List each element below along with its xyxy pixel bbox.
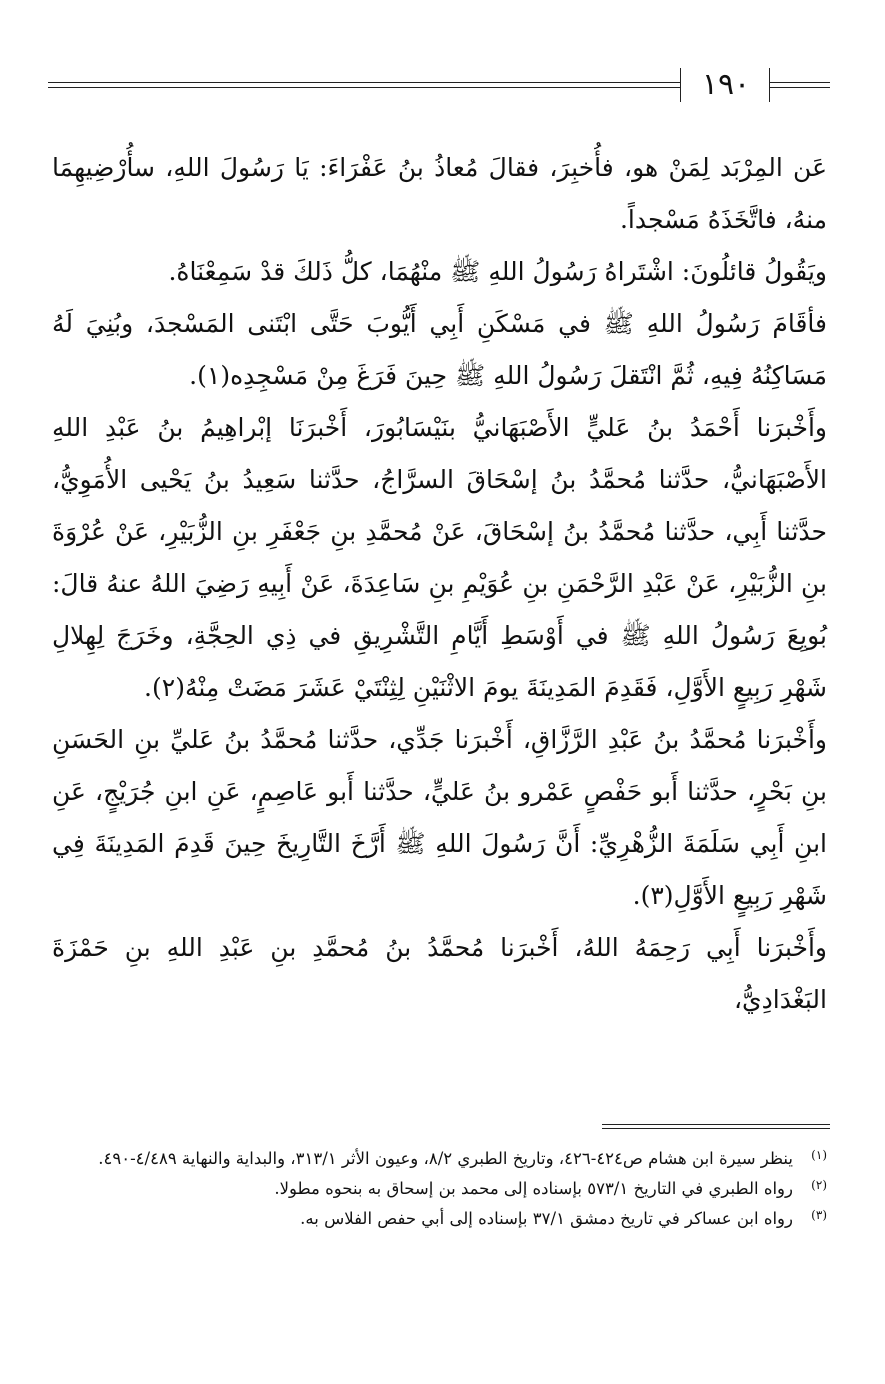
header-divider [680,68,681,102]
footnote-number: (١) [811,1148,827,1162]
footnote-separator [602,1124,830,1129]
paragraph: وأَخْبرَنا مُحمَّدُ بنُ عَبْدِ الرَّزَّاقِ، أَخْبرَنا جَدِّي، حدَّثنا مُحمَّدُ بنُ عَليِّ بنِ الحَسَنِ بنِ بَحْرٍ، حدَّثنا أَبو حَفْصٍ عَمْرو بنُ عَليٍّ، حدَّثنا أَبو عَاصِمٍ، عَنِ ابنِ جُرَيْجٍ، عَنِ ابنِ أَبِي سَلَمَةَ الزُّهْرِيِّ: أَنَّ رَسُولَ اللهِ ﷺ أَرَّخَ التَّارِيخَ حِينَ قَدِمَ المَدِينَةَ فِي شَهْرِ رَبِيعٍ الأَوَّلِ(٣). [52,725,827,910]
paragraph: وأَخْبرَنا أَحْمَدُ بنُ عَليٍّ الأَصْبَهَانيُّ بنَيْسَابُورَ، أَخْبرَنَا إبْراهِيمُ بنُ عَبْدِ اللهِ الأَصْبَهَانيُّ، حدَّثنا مُحمَّدُ بنُ إسْحَاقَ السرَّاجُ، حدَّثنا سَعِيدُ بنُ يَحْيى الأُمَوِيُّ، حدَّثنا أَبِي، حدَّثنا مُحمَّدُ بنُ إسْحَاقَ، عَنْ مُحمَّدِ بنِ جَعْفَرِ بنِ الزُّبَيْرِ، عَنْ عُرْوَةَ بنِ الزُّبَيْرِ، عَنْ عَبْدِ الرَّحْمَنِ بنِ عُوَيْمِ بنِ سَاعِدَةَ، عَنْ أَبِيهِ رَضِيَ اللهُ عنهُ قالَ: بُويِعَ رَسُولُ اللهِ ﷺ في أَوْسَطِ أَيَّامِ التَّشْرِيقِ في ذِي الحِجَّةِ، وخَرَجَ لِهِلالِ شَهْرِ رَبِيعٍ الأَوَّلِ، فَقَدِمَ المَدِينَةَ يومَ الاثْنَيْنِ لِثِنْتَيْ عَشَرَ مَضَتْ مِنْهُ(٢). [52,413,827,702]
footnote-text: رواه الطبري في التاريخ ٥٧٣/١ بإسناده إلى محمد بن إسحاق به بنحوه مطولا. [274,1179,793,1198]
footnote-text: ينظر سيرة ابن هشام ص٤٢٤-٤٢٦، وتاريخ الطبري ٨/٢، وعيون الأثر ٣١٣/١، والبداية والنهاية ٤/٤٨٩-٤٩٠. [98,1149,793,1168]
paragraph: عَن المِرْبَد لِمَنْ هو، فأُخبِرَ، فقالَ مُعاذُ بنُ عَفْرَاءَ: يَا رَسُولَ اللهِ، سأُرْضِيهِمَا منهُ، فاتَّخَذَهُ مَسْجداً. [52,153,827,234]
page-header [48,60,830,110]
paragraph: فأقَامَ رَسُولُ اللهِ ﷺ في مَسْكَنِ أَبِي أَيُّوبَ حَتَّى ابْتَنى المَسْجدَ، وبُنِيَ لَهُ مَسَاكِنُهُ فِيهِ، ثُمَّ انْتَقلَ رَسُولُ اللهِ ﷺ حِينَ فَرَغَ مِنْ مَسْجِدِه(١). [52,309,827,390]
header-rule-left [48,82,680,88]
main-text [52,142,827,1026]
footnote-text: رواه ابن عساكر في تاريخ دمشق ٣٧/١ بإسناده إلى أبي حفص الفلاس به. [300,1209,793,1228]
page-number: ١٩٠ [701,67,751,102]
footnotes [52,1144,827,1234]
footnote [52,1144,827,1174]
paragraph: وأَخْبرَنا أَبِي رَحِمَهُ اللهُ، أَخْبرَنا مُحمَّدُ بنُ مُحمَّدِ بنِ عَبْدِ اللهِ بنِ حَمْزَةَ البَغْدَادِيُّ، [52,933,827,1014]
footnote [52,1174,827,1204]
footnote-number: (٢) [811,1178,827,1192]
footnote [52,1204,827,1234]
paragraph: ويَقُولُ قائلُونَ: اشْتَراهُ رَسُولُ اللهِ ﷺ منْهُمَا، كلُّ ذَلكَ قدْ سَمِعْنَاهُ. [168,257,827,286]
footnote-number: (٣) [811,1208,827,1222]
header-rule-right [770,82,830,88]
